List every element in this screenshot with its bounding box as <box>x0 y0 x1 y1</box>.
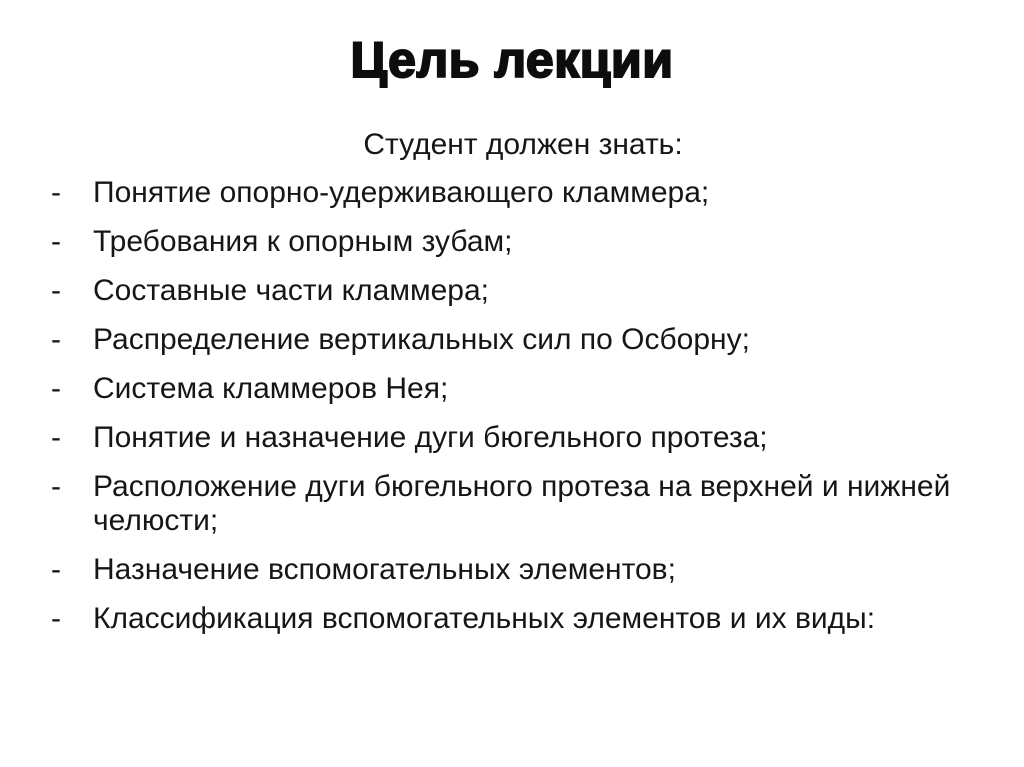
bullet-marker: - <box>51 274 61 307</box>
list-item-text: Назначение вспомогательных элементов; <box>93 553 676 586</box>
list-item-text: Понятие опорно-удерживающего кламмера; <box>93 176 710 209</box>
bullet-marker: - <box>51 372 61 405</box>
bullet-marker: - <box>51 225 61 258</box>
list-item <box>0 421 1024 455</box>
list-item <box>0 323 1024 357</box>
list-item <box>0 176 1024 210</box>
list-item <box>0 553 1024 587</box>
list-item-text: Составные части кламмера; <box>93 274 489 307</box>
bullet-marker: - <box>51 176 61 209</box>
bullet-marker: - <box>51 421 61 454</box>
list-item-text: Требования к опорным зубам; <box>93 225 513 258</box>
list-item <box>0 470 1024 538</box>
objectives-list <box>0 176 1024 651</box>
list-item <box>0 372 1024 406</box>
list-item-text: Распределение вертикальных сил по Осборну; <box>93 323 750 356</box>
list-item-text: Расположение дуги бюгельного протеза на верхней и нижней челюсти; <box>93 470 951 537</box>
bullet-marker: - <box>51 323 61 356</box>
bullet-marker: - <box>51 470 61 503</box>
list-item <box>0 225 1024 259</box>
list-item-text: Классификация вспомогательных элементов и их виды: <box>93 602 876 635</box>
list-item-text: Понятие и назначение дуги бюгельного протеза; <box>93 421 768 454</box>
slide-title: Цель лекции <box>350 32 674 88</box>
slide-subtitle: Студент должен знать: <box>363 128 683 161</box>
bullet-marker: - <box>51 553 61 586</box>
list-item <box>0 274 1024 308</box>
list-item-text: Система кламмеров Нея; <box>93 372 449 405</box>
list-item <box>0 602 1024 636</box>
bullet-marker: - <box>51 602 61 635</box>
